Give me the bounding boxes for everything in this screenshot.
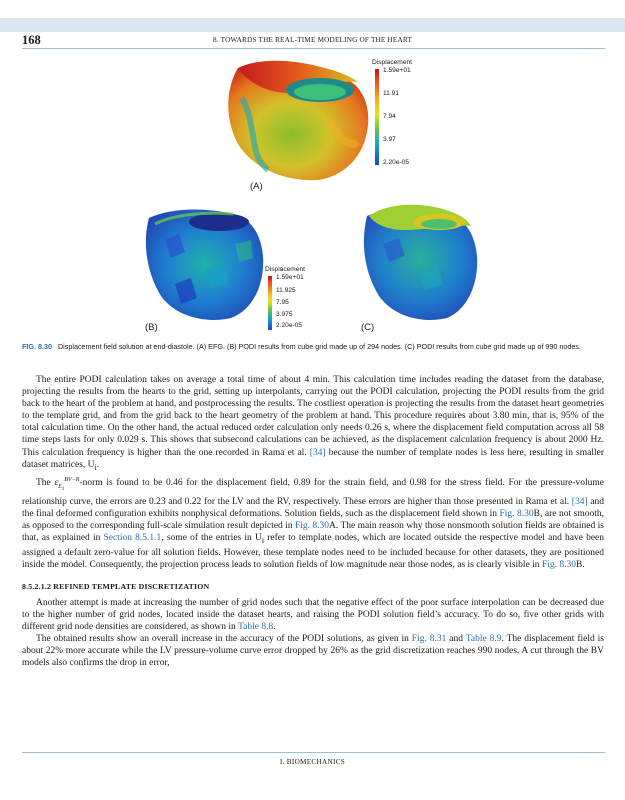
text: B. [576,560,585,571]
symbol: ε [54,477,59,488]
text: . The displacement field is about 22% more accurate while the LV pressure-volume curve error dropped by 26% as the grid discretization reaches 990 nodes. A cut through the BV models also confirms the drop in error, [22,633,604,668]
symbol-superscript: BV−R [64,476,80,483]
figure-panel-b-image [135,200,270,328]
symbol-subsubscript: 1 [61,486,65,492]
body-text [22,374,604,669]
footer-rule [22,752,605,753]
legend-bottom-tick: 7.95 [276,299,289,306]
figure-link[interactable]: Fig. 8.30 [541,560,576,571]
table-link[interactable]: Table 8.8 [237,621,274,632]
text: The entire PODI calculation takes on average a total time of about 4 min. This calculation time includes reading the dataset from the database, projecting the results from the hearts to the grid, setting up interpolants, carrying out the PODI calculation, projecting the PODI results from the grid back to the heart of the problem at hand, and postprocessing the results. The costliest operation is projecting the results from the dataset heart geometries to the template grid, and from the grid back to the heart geometry of the problem at hand. This procedure requires about 3.80 min, that is, 95% of the total calculation time. On the other hand, the actual reduced order calculation only needs 0.26 s, where the displacement field computation across all 58 time steps lasts for only 0.029 s. This shows that subsecond calculations can be achieved, as the displacement calculation frequency is about 2000 Hz. This calculation frequency is higher than the one recorded in Rama et al. [22,375,604,458]
text: refer to template nodes, which are located outside the respective model and have been assigned a default zero-value for all solution fields. However, these template nodes need to be included because for other datasets, they are positioned inside the model. Consequently, the projection process leads to solution fields of low magnitude near those nodes, as is clearly visible in [22,533,605,571]
legend-bottom-tick: 3.975 [276,311,293,318]
legend-bottom [265,266,335,332]
header-rule [22,48,605,49]
text: and [446,633,466,644]
text: . [273,621,276,632]
text: The [36,477,55,488]
running-title: 8. TOWARDS THE REAL-TIME MODELING OF THE HEART [212,36,413,44]
text: and the final deformed configuration exhibits nonphysical deformations. Solution fields, such as the displacement field shown in [22,496,604,520]
footer-text: I. BIOMECHANICS [279,758,346,766]
figure-caption-label: FIG. 8.30 [22,342,52,351]
legend-bottom-tick: 1.59e+01 [276,274,304,281]
reference-link[interactable]: [34] [571,496,588,507]
figure-link[interactable]: Fig. 8.31 [411,633,447,644]
text: , some of the entries in U [161,533,262,544]
header-band [0,18,625,32]
legend-bottom-tick: 11.925 [276,287,296,294]
legend-bottom-tick: 2.20e-05 [276,322,303,329]
reference-link[interactable]: [34] [309,447,326,458]
legend-bottom-colorbar [268,276,272,330]
paragraph [22,597,604,633]
text: Another attempt is made at increasing the number of grid nodes such that the negative effect of the poor surface interpolation can be decreased due to the higher number of grid nodes, located inside the dataset hearts, and raising the PODI solution field’s accuracy. To do so, five other grids with different grid node densities are considered, as shown in [22,597,604,632]
text: because the number of template nodes is less here, resulting in smaller dataset matrices, U [22,447,604,470]
paragraph [22,633,604,669]
symbol-subscript: E [58,483,62,490]
figure-panel-a-image [208,58,380,186]
legend-top-title: Displacement [372,59,412,66]
figure-panel-c-image [355,200,483,328]
text: The obtained results show an overall increase in the accuracy of the PODI solutions, as given in [36,633,412,644]
text: . [96,459,100,470]
error-symbol [54,476,80,492]
subscript: i [94,462,97,472]
paragraph [22,474,604,572]
legend-bottom-title: Displacement [265,266,305,273]
legend-top-tick: 3.97 [383,136,396,143]
text: A. The main reason why those nonsmooth solution fields are obtained is that, as explained in [22,521,604,544]
table-link[interactable]: Table 8.9 [465,633,502,644]
legend-top-tick: 2.20e-05 [383,159,410,166]
text: B, are not smooth, as opposed to the corresponding full-scale simulation result depicted in [22,509,604,532]
section-heading: 8.5.2.1.2 REFINED TEMPLATE DISCRETIZATION [22,582,210,592]
figure-caption [22,342,604,353]
text: -norm is found to be 0.46 for the displacement field, 0.89 for the strain field, and 0.98 for the stress field. For the pressure-volume relationship curve, the errors are 0.23 and 0.22 for the LV and the RV, respectively. These errors are higher than those presented in Rama et al. [22,477,604,507]
section-link[interactable]: Section 8.5.1.1 [103,533,162,544]
figure-link[interactable]: Fig. 8.30 [499,509,534,520]
figure-link[interactable]: Fig. 8.30 [294,521,330,532]
legend-top-tick: 7.94 [383,113,396,120]
legend-top-tick: 11.91 [383,90,400,97]
legend-top [372,59,442,169]
panel-c-label: (C) [361,322,375,333]
panel-a-label: (A) [250,181,263,192]
page-number: 168 [22,33,41,47]
legend-top-tick: 1.59e+01 [383,67,411,74]
panel-b-label: (B) [145,322,158,333]
paragraph [22,374,604,474]
legend-top-colorbar [375,69,379,165]
figure-caption-text: Displacement field solution at end-diastole. (A) EFG. (B) PODI results from cube grid made up of 294 nodes. (C) PODI results from cube grid made up of 990 nodes. [57,342,581,351]
subscript: i [261,536,265,546]
